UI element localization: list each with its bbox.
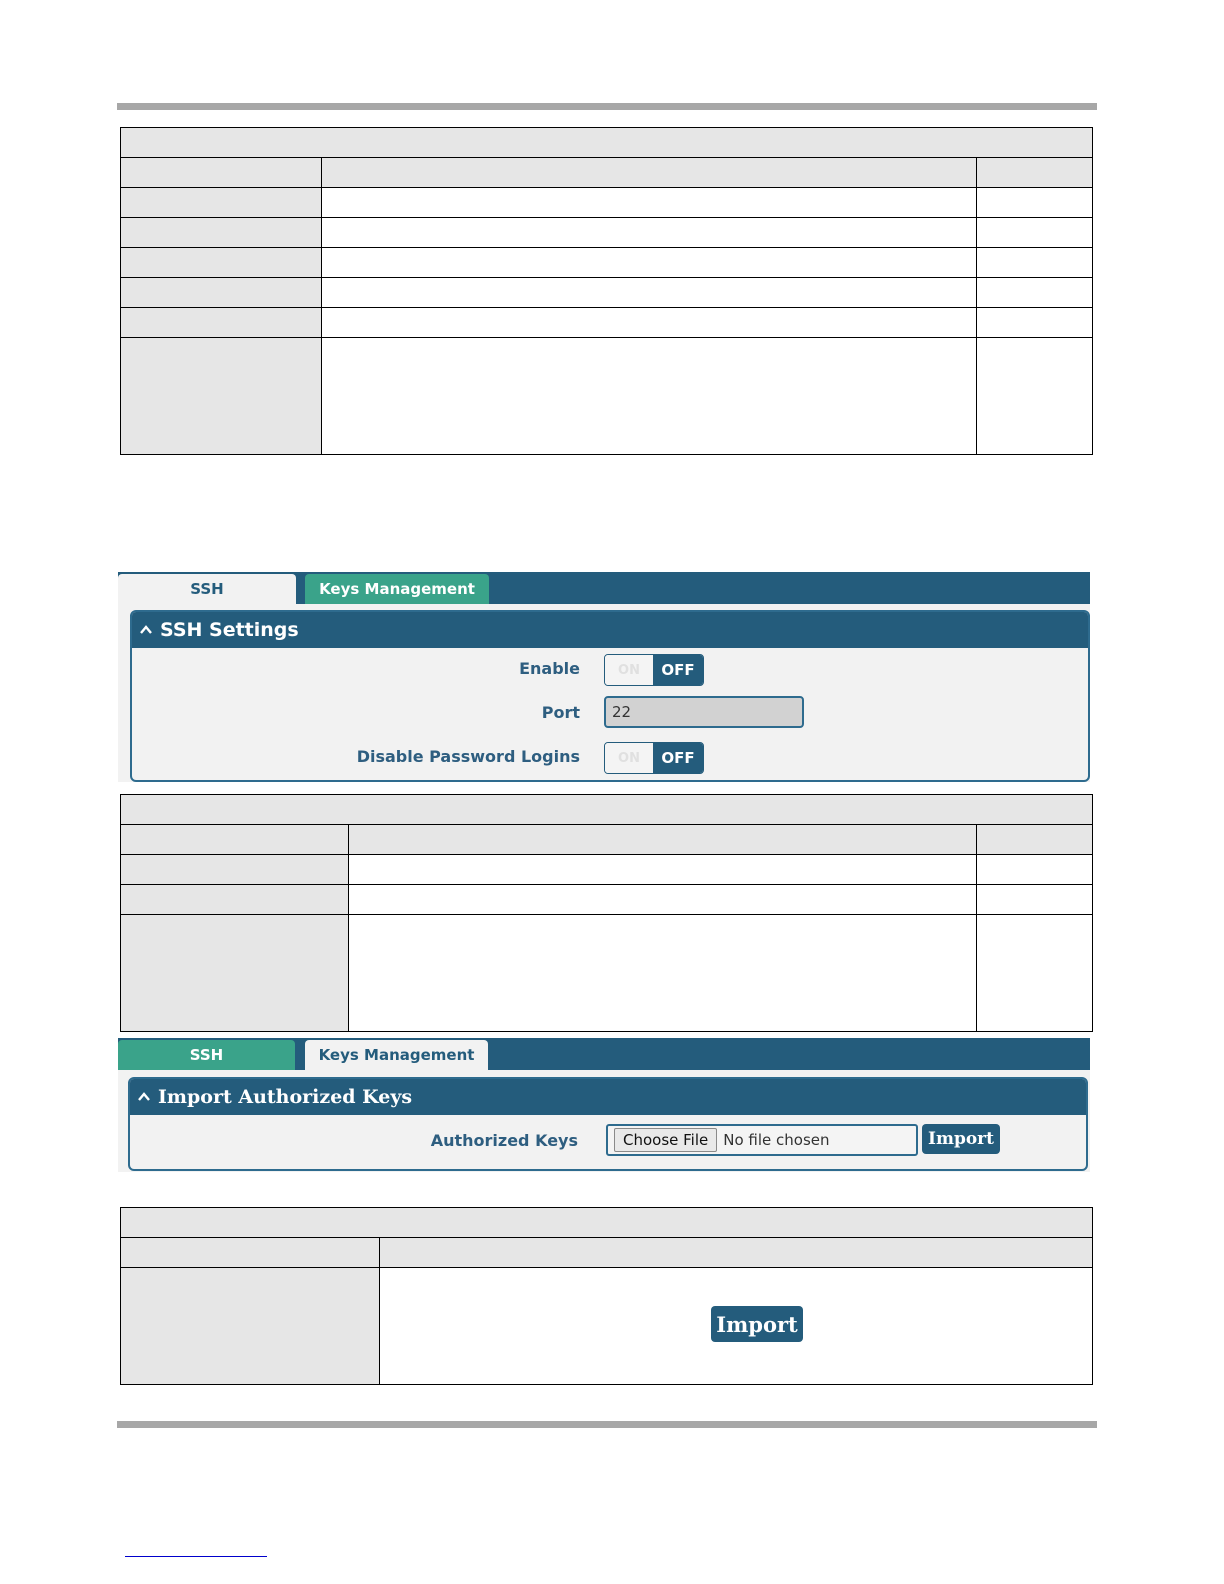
- table-row-default: [977, 308, 1093, 338]
- table-row-description: [322, 218, 977, 248]
- table-header-cell: [380, 1238, 1093, 1268]
- authorized-keys-label: Authorized Keys: [430, 1131, 578, 1150]
- table-row-default: [977, 248, 1093, 278]
- footer-link-underline: [125, 1556, 267, 1557]
- tab-bar: [118, 572, 1090, 604]
- bottom-rule: [117, 1421, 1097, 1428]
- table-row-label: [121, 915, 349, 1032]
- table-row-label: [121, 218, 322, 248]
- table-row-default: [977, 278, 1093, 308]
- import-button[interactable]: Import: [711, 1306, 803, 1342]
- table-title-row: [121, 795, 1093, 825]
- table-title-row: [121, 128, 1093, 158]
- table-row-default: [977, 855, 1093, 885]
- parameters-table-2: [120, 794, 1093, 1032]
- table-header-cell: [349, 825, 977, 855]
- table-header-cell: [121, 825, 349, 855]
- table-row-description: [322, 248, 977, 278]
- table-title-row: [121, 1208, 1093, 1238]
- tab-ssh[interactable]: SSH: [118, 574, 296, 604]
- ssh-settings-section: [130, 610, 1090, 782]
- tab-bar: [118, 1038, 1090, 1070]
- table-header-cell: [977, 158, 1093, 188]
- section-title: SSH Settings: [160, 619, 299, 641]
- top-rule: [117, 103, 1097, 110]
- table-row-description: [349, 915, 977, 1032]
- table-row-label: [121, 855, 349, 885]
- keys-management-panel: [118, 1038, 1090, 1172]
- choose-file-button[interactable]: Choose File: [614, 1128, 717, 1152]
- table-row-description: [380, 1268, 1093, 1385]
- chevron-up-icon: [138, 1091, 150, 1103]
- table-row-label: [121, 278, 322, 308]
- table-row-default: [977, 915, 1093, 1032]
- parameters-table-3: [120, 1207, 1093, 1385]
- table-header-cell: [977, 825, 1093, 855]
- table-row-description: [322, 188, 977, 218]
- table-row-description: [322, 278, 977, 308]
- port-input[interactable]: 22: [604, 696, 804, 728]
- table-row-label: [121, 188, 322, 218]
- disable-password-logins-label: Disable Password Logins: [356, 747, 580, 766]
- table-row-label: [121, 338, 322, 455]
- tab-keys-management[interactable]: Keys Management: [305, 1040, 488, 1070]
- table-row-description: [322, 308, 977, 338]
- table-header-cell: [121, 158, 322, 188]
- table-header-cell: [121, 1238, 380, 1268]
- toggle-on-side: ON: [605, 655, 653, 685]
- import-button[interactable]: Import: [922, 1124, 1000, 1154]
- ssh-settings-panel: [118, 572, 1090, 782]
- section-header[interactable]: [132, 612, 1088, 648]
- toggle-off-side: OFF: [653, 655, 703, 685]
- chevron-up-icon: [140, 624, 152, 636]
- table-row-default: [977, 885, 1093, 915]
- no-file-chosen-text: No file chosen: [723, 1131, 830, 1149]
- table-row-label: [121, 248, 322, 278]
- port-label: Port: [541, 703, 580, 722]
- authorized-keys-file-input[interactable]: [606, 1124, 918, 1156]
- table-row-default: [977, 218, 1093, 248]
- table-row-description: [322, 338, 977, 455]
- section-title: Import Authorized Keys: [158, 1086, 413, 1108]
- tab-ssh[interactable]: SSH: [118, 1040, 295, 1070]
- tab-keys-management[interactable]: Keys Management: [305, 574, 489, 604]
- table-row-default: [977, 338, 1093, 455]
- toggle-off-side: OFF: [653, 743, 703, 773]
- table-row-label: [121, 1268, 380, 1385]
- disable-password-logins-toggle[interactable]: [604, 742, 704, 774]
- table-row-description: [349, 885, 977, 915]
- section-header[interactable]: [130, 1079, 1086, 1115]
- table-row-label: [121, 308, 322, 338]
- parameters-table-1: [120, 127, 1093, 455]
- table-row-default: [977, 188, 1093, 218]
- table-header-cell: [322, 158, 977, 188]
- import-authorized-keys-section: [128, 1077, 1088, 1171]
- enable-label: Enable: [519, 659, 580, 678]
- enable-toggle[interactable]: [604, 654, 704, 686]
- table-row-label: [121, 885, 349, 915]
- table-row-description: [349, 855, 977, 885]
- toggle-on-side: ON: [605, 743, 653, 773]
